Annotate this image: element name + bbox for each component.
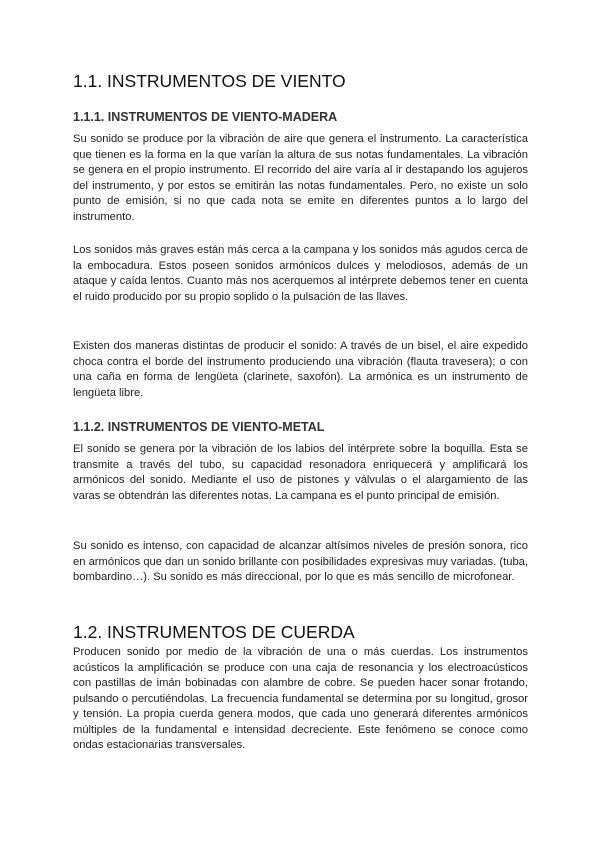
paragraph-madera-3: Existen dos maneras distintas de producir el sonido: A través de un bisel, el aire expedido choca contra el borde del instrumento produciendo una vibración (flauta travesera); o con una caña en forma de lengüeta (clarinete, saxofón). La armónica es un instrumento de lengüeta libre. (73, 340, 528, 399)
subsection-heading-viento-madera: 1.1.1. INSTRUMENTOS DE VIENTO-MADERA (73, 110, 338, 124)
section-heading-viento: 1.1. INSTRUMENTOS DE VIENTO (73, 71, 346, 91)
subsection-heading-viento-metal: 1.1.2. INSTRUMENTOS DE VIENTO-METAL (73, 420, 325, 434)
section-heading-cuerda: 1.2. INSTRUMENTOS DE CUERDA (73, 622, 355, 642)
paragraph-madera-1: Su sonido se produce por la vibración de aire que genera el instrumento. La característica que tienen es la forma en la que varían la altura de sus notas fundamentales. La vibración se genera en el propio instrumento. El recorrido del aire varía al ir destapando los agujeros del instrumento, y por estos se emitirán las notas fundamentales. Pero, no existe un solo punto de emisión, si no que cada nota se emite en diferentes puntos a lo largo del instrumento. (73, 133, 528, 223)
paragraph-metal-2: Su sonido es intenso, con capacidad de alcanzar altísimos niveles de presión sonora, rico en armónicos que dan un sonido brillante con posibilidades expresivas muy variadas. (tuba, bombardino…). Su sonido es más direccional, por lo que es más sencillo de microfonear. (73, 540, 528, 583)
paragraph-madera-2: Los sonidos más graves están más cerca a la campana y los sonidos más agudos cerca de la embocadura. Estos poseen sonidos armónicos dulces y melodiosos, además de un ataque y caída lentos. Cuanto más nos acerquemos al intérprete debemos tener en cuenta el ruido producido por su propio soplido o la pulsación de las llaves. (73, 244, 528, 303)
paragraph-metal-1: El sonido se genera por la vibración de los labios del intérprete sobre la boquilla. Esta se transmite a través del tubo, su capacidad resonadora enriquecerá y amplificará los armónicos del sonido. Mediante el uso de pistones y válvulas o el alargamiento de las varas se obtendrán las diferentes notas. La campana es el punto principal de emisión. (73, 443, 528, 502)
paragraph-cuerda-1: Producen sonido por medio de la vibración de una o más cuerdas. Los instrumentos acústicos la amplificación se produce con una caja de resonancia y los electroacústicos con pastillas de imán bobinadas con alambre de cobre. Se pueden hacer sonar frotando, pulsando o percutiéndolas. La frecuencia fundamental se determina por su longitud, grosor y tensión. La propia cuerda genera modos, que cada uno generará diferentes armónicos múltiples de la fundamental e intensidad decreciente. Este fenómeno se conoce como ondas estacionarias transversales. (73, 646, 528, 751)
